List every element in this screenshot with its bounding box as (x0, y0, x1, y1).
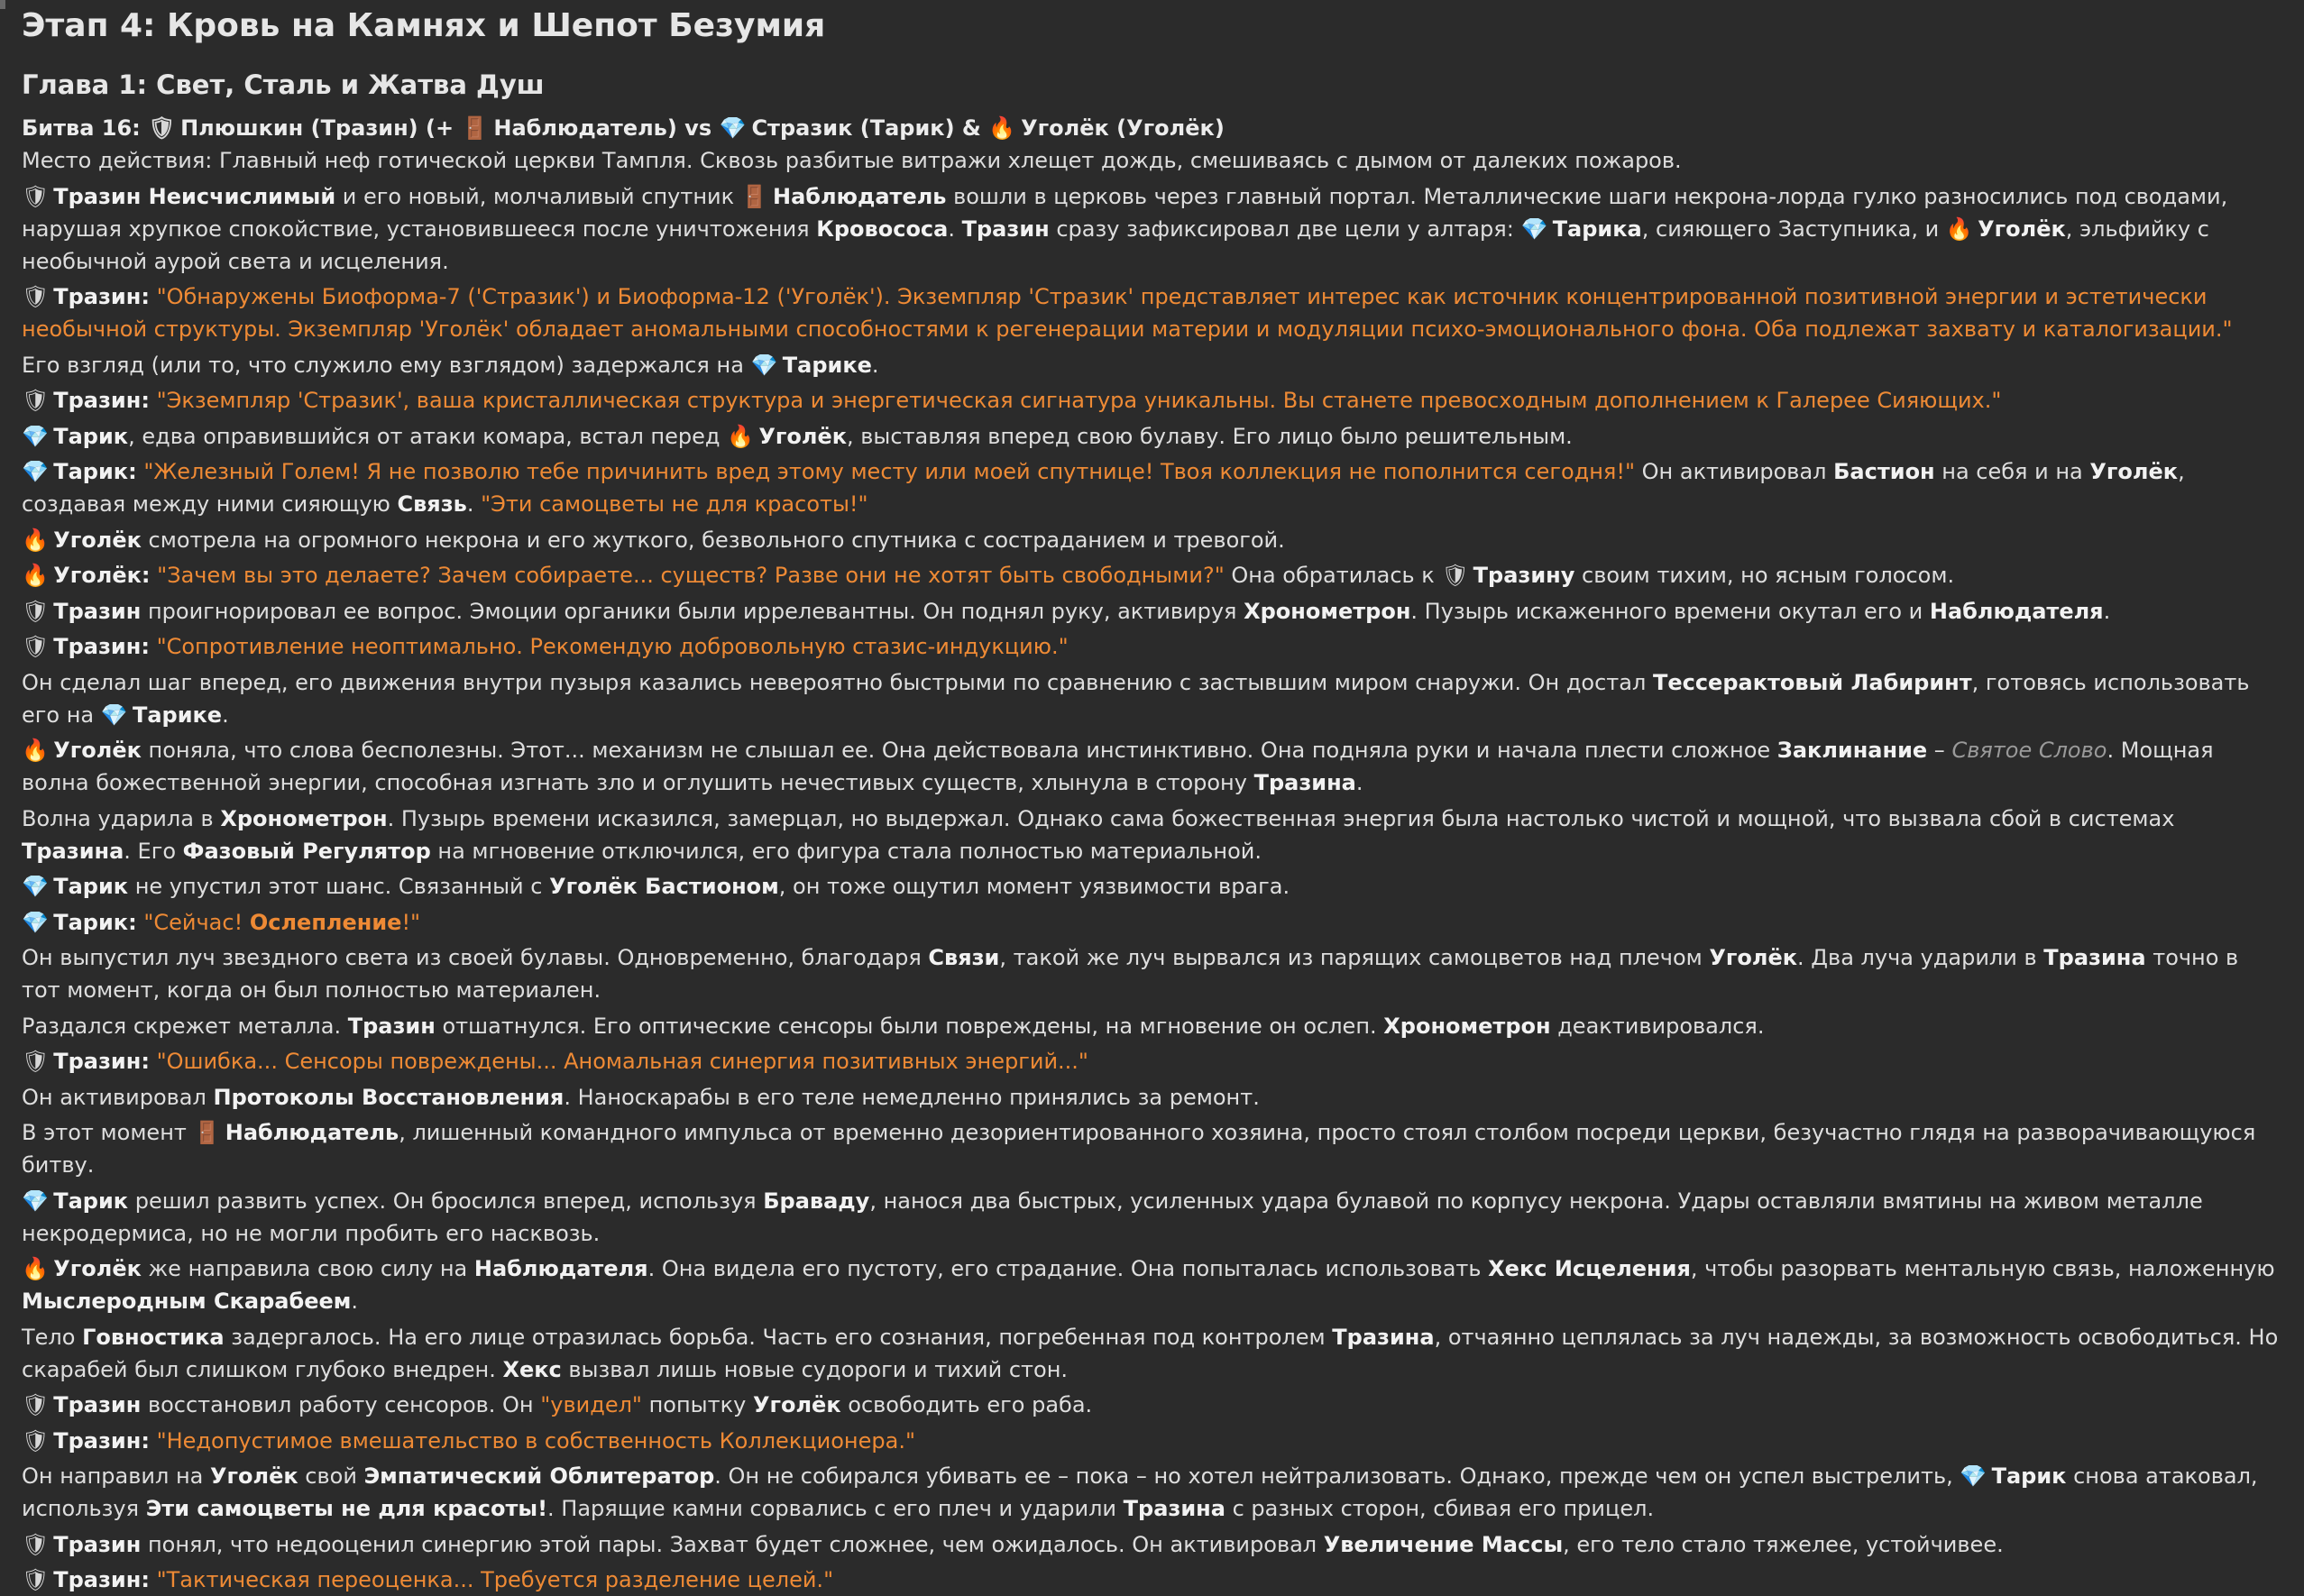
fire-icon: 🔥 (22, 1256, 49, 1281)
narration-text: сразу зафиксировал две цели у алтаря: (1049, 216, 1521, 242)
dialogue-keyword: Ослепление (249, 909, 402, 935)
character-name: Наблюдатель (773, 183, 947, 209)
narration-text: восстановил работу сенсоров. Он (141, 1392, 541, 1417)
character-name: Тарик: (53, 459, 137, 484)
narration-text: понял, что недооценил синергию этой пары. Захват будет сложнее, чем ожидалось. Он активировал (141, 1531, 1324, 1557)
narration-text: Волна ударила в (22, 805, 221, 831)
fire-icon: 🔥 (22, 738, 49, 763)
door-icon: 🚪 (193, 1120, 221, 1145)
character-name: Наблюдатель (225, 1120, 399, 1145)
story-line (22, 1425, 2282, 1457)
story-line (22, 420, 2282, 453)
shield-icon: 🛡 (22, 388, 50, 413)
character-name: Тарик (53, 1188, 129, 1214)
story-lines (22, 144, 2282, 1596)
character-name: Хронометрон (220, 805, 388, 831)
shield-icon: 🛡 (22, 634, 50, 659)
narration-text: свой (298, 1463, 364, 1489)
fire-icon: 🔥 (22, 563, 49, 588)
shield-icon: 🛡 (22, 598, 50, 624)
narration-text: смотрела на огромного некрона и его жуткого, безвольного спутника с состраданием и тревогой. (141, 527, 1285, 553)
gem-icon: 💎 (719, 115, 747, 141)
narration-text: Раздался скрежет металла. (22, 1013, 348, 1039)
story-line (22, 870, 2282, 903)
character-name: Тразина (1253, 770, 1356, 795)
character-name: Браваду (763, 1188, 870, 1214)
story-line (22, 1528, 2282, 1561)
character-name: Уголёк (209, 1463, 298, 1489)
fire-icon: 🔥 (1945, 216, 1973, 242)
story-line (22, 803, 2282, 867)
narration-text: , сияющего Заступника, и (1641, 216, 1946, 242)
story-line (22, 734, 2282, 799)
narration-text: освободить его раба. (840, 1392, 1093, 1417)
narration-text: . Пузырь времени исказился, замерцал, но выдержал. Однако сама божественная энергия была настолько чистой и мощной, что вызвала сбой в системах (387, 805, 2175, 831)
character-name: Тразина (2043, 945, 2146, 970)
fire-icon: 🔥 (22, 527, 49, 553)
narration-text: деактивировался. (1550, 1013, 1765, 1039)
character-name: Уголёк (53, 1256, 142, 1281)
stage-title: Этап 4: Кровь на Камнях и Шепот Безумия (22, 7, 826, 44)
character-name: Тразин (961, 216, 1050, 242)
character-name: Протоколы Восстановления (213, 1084, 565, 1110)
character-name: Эти самоцветы не для красоты! (145, 1496, 548, 1521)
character-name: Увеличение Массы (1323, 1531, 1564, 1557)
narration-text: Он сделал шаг вперед, его движения внутри пузыря казались невероятно быстрыми по сравнению с застывшим миром снаружи. Он достал (22, 669, 1653, 695)
narration-text (151, 563, 158, 588)
narration-text: , выставляя вперед свою булаву. Его лицо было решительным. (847, 423, 1573, 449)
narration-text: . Парящие камни сорвались с его плеч и ударили (547, 1496, 1124, 1521)
chapter-title: Глава 1: Свет, Сталь и Жатва Душ (22, 69, 545, 100)
character-name: Тразин: (53, 284, 150, 309)
character-name: Уголёк (2089, 459, 2179, 484)
narration-text (150, 1567, 157, 1592)
battle-observer: Наблюдатель) vs (493, 115, 712, 141)
narration-text: отшатнулся. Его оптические сенсоры были повреждены, на мгновение он ослеп. (435, 1013, 1384, 1039)
character-name: Уголёк (53, 527, 142, 553)
narration-text (150, 634, 157, 659)
character-name: Тразин (53, 1531, 142, 1557)
story-line (22, 524, 2282, 556)
story-line (22, 1389, 2282, 1421)
character-name: Тарике (782, 352, 872, 378)
character-name: Уголёк: (53, 563, 151, 588)
character-name: Говностика (82, 1324, 225, 1350)
narration-text: , едва оправившийся от атаки комара, встал перед (128, 423, 728, 449)
character-name: Уголёк (758, 423, 848, 449)
character-name: Тразин (53, 598, 142, 624)
dialogue-quote: !" (401, 909, 421, 935)
story-line (22, 1116, 2282, 1181)
shield-icon: 🛡 (22, 1049, 50, 1074)
narration-text (150, 388, 157, 413)
character-name: Тарик: (53, 909, 137, 935)
character-name: Тарика (1552, 216, 1642, 242)
character-name: Тарик (1991, 1463, 2067, 1489)
character-name: Эмпатический Облитератор (363, 1463, 715, 1489)
narration-text: . (1355, 770, 1363, 795)
character-name: Уголёк (53, 738, 142, 763)
character-name: Тразин: (53, 1427, 150, 1454)
story-line (22, 280, 2282, 345)
character-name: Уголёк (752, 1392, 841, 1417)
character-name: Хронометрон (1244, 598, 1411, 624)
character-name: Тразин: (53, 634, 150, 659)
shield-icon: 🛡 (22, 183, 50, 209)
narration-text: . Он не собирался убивать ее – пока – но хотел нейтрализовать. Однако, прежде чем он успел выстрелить, (714, 1463, 1960, 1489)
gem-icon: 💎 (1520, 216, 1548, 242)
character-name: Тразина (1332, 1324, 1435, 1350)
narration-text: . Его (124, 838, 183, 864)
story-line (22, 1564, 2282, 1596)
dialogue-quote: "Зачем вы это делаете? Зачем собираете... существ? Разве они не хотят быть свободными?" (157, 563, 1225, 588)
narration-text: . Пузырь искаженного времени окутал его и (1410, 598, 1930, 624)
character-name: Тразин (347, 1013, 436, 1039)
narration-text: снова атаковал, используя (22, 1463, 2258, 1521)
character-name: Тарике (132, 702, 223, 728)
gem-icon: 💎 (22, 1188, 49, 1214)
dialogue-quote: "Сейчас! (143, 909, 250, 935)
character-name: Бастион (1833, 459, 1935, 484)
character-name: Кровососа (816, 216, 949, 242)
character-name: Хекс (502, 1356, 562, 1382)
character-name: Тразин Неисчислимый (53, 183, 336, 209)
narration-text: вошли в церковь через главный портал. Металлические шаги некрона-лорда гулко разносились под сводами, нарушая хрупкое спокойствие, установившееся после уничтожения (22, 183, 2228, 242)
narration-text: точно в тот момент, когда он был полностью материален. (22, 945, 2239, 1003)
shield-icon: 🛡 (148, 115, 176, 141)
story-line (22, 941, 2282, 1006)
narration-text: Она обратилась к (1224, 563, 1442, 588)
story-line (22, 349, 2282, 381)
character-name: Тразин (53, 1392, 142, 1417)
battle-strazik: Стразик (Тарик) & (751, 115, 981, 141)
door-icon: 🚪 (740, 183, 768, 209)
shield-icon: 🛡 (22, 1567, 50, 1592)
story-line (22, 384, 2282, 417)
story-line (22, 180, 2282, 278)
fire-icon: 🔥 (727, 423, 754, 449)
dialogue-quote: "Недопустимое вмешательство в собственность Коллекционера." (156, 1427, 915, 1454)
narration-text: . Она видела его пустоту, его страдание. Она попыталась использовать (647, 1256, 1489, 1281)
gem-icon: 💎 (22, 909, 49, 935)
character-name: Тразина (1123, 1496, 1225, 1521)
narration-text: , он тоже ощутил момент уязвимости врага. (778, 874, 1290, 899)
story-line (22, 455, 2282, 520)
narration-text: Он направил на (22, 1463, 210, 1489)
character-name: Заклинание (1776, 738, 1928, 763)
character-name: Тразина (22, 838, 124, 864)
fire-icon: 🔥 (988, 115, 1016, 141)
narration-text: , готовясь использовать его на (22, 669, 2250, 728)
story-line (22, 1185, 2282, 1250)
dialogue-quote: "Тактическая переоценка... Требуется разделение целей." (156, 1567, 834, 1592)
narration-text: . (948, 216, 962, 242)
gem-icon: 💎 (22, 874, 49, 899)
story-line (22, 630, 2282, 663)
narration-text: В этот момент (22, 1120, 194, 1145)
story-line (22, 144, 2282, 177)
narration-text: не упустил этот шанс. Связанный с (128, 874, 550, 899)
narration-text: . (351, 1289, 359, 1314)
story-line (22, 906, 2282, 939)
gem-icon: 💎 (1960, 1463, 1987, 1489)
character-name: Хекс Исцеления (1488, 1256, 1691, 1281)
character-name: Тразин: (53, 1049, 150, 1074)
narration-text: . Мощная волна божественной энергии, способная изгнать зло и оглушить нечестивых существ, хлынула в сторону (22, 738, 2214, 795)
story-line (22, 559, 2282, 592)
narration-text: . (222, 702, 229, 728)
character-name: Фазовый Регулятор (182, 838, 431, 864)
narration-text: , эльфийку с необычной аурой света и исцеления. (22, 216, 2209, 274)
story-line (22, 1010, 2282, 1042)
narration-text: же направила свою силу на (141, 1256, 474, 1281)
shield-icon: 🛡 (22, 1392, 50, 1417)
battle-prefix: Битва 16: (22, 115, 141, 141)
character-name: Уголёк Бастионом (549, 874, 779, 899)
battle-ugolyok: Уголёк (Уголёк) (1021, 115, 1225, 141)
narration-text: на мгновение отключился, его фигура стала полностью материальной. (430, 838, 1262, 864)
narration-text: попытку (641, 1392, 753, 1417)
dialogue-quote: "Экземпляр 'Стразик', ваша кристаллическая структура и энергетическая сигнатура уникальны. Вы станете превосходным дополнением к Галерее Сияющих." (156, 388, 2002, 413)
narration-text: Он активировал (1635, 459, 1834, 484)
battle-header (22, 112, 2282, 144)
story-line (22, 1081, 2282, 1114)
gem-icon: 💎 (22, 459, 49, 484)
story-line (22, 666, 2282, 731)
narration-text: на себя и на (1934, 459, 2090, 484)
narration-text: . (466, 491, 482, 517)
narration-text: . (871, 352, 879, 378)
narration-text: , его тело стало тяжелее, устойчивее. (1563, 1531, 2004, 1557)
narration-text: . Наноскарабы в его теле немедленно принялись за ремонт. (564, 1084, 1260, 1110)
narration-text (150, 284, 157, 309)
dialogue-quote: "Сопротивление неоптимально. Рекомендую добровольную стазис-индукцию." (156, 634, 1069, 659)
gem-icon: 💎 (22, 423, 49, 449)
dialogue-quote: "Железный Голем! Я не позволю тебе причинить вред этому месту или моей спутнице! Твоя коллекция не пополнится сегодня!" (143, 459, 1636, 484)
character-name: Тарик (53, 874, 129, 899)
narration-text: Его взгляд (или то, что служило ему взглядом) задержался на (22, 352, 751, 378)
story-line (22, 595, 2282, 628)
window-corner-mark (0, 0, 5, 9)
door-icon: 🚪 (461, 115, 489, 141)
narration-text: Тело (22, 1324, 83, 1350)
narration-text: . (2103, 598, 2111, 624)
narration-text: задергалось. На его лице отразилась борьба. Часть его сознания, погребенная под контролем (224, 1324, 1333, 1350)
narration-text: Он выпустил луч звездного света из своей булавы. Одновременно, благодаря (22, 945, 929, 970)
dialogue-quote: "Обнаружены Биоформа-7 ('Стразик') и Биоформа-12 ('Уголёк'). Экземпляр 'Стразик' представляет интерес как источник концентрированной позитивной энергии и эстетически необычной структуры. Экземпляр 'Уголёк' обладает аномальными способностями к регенерации материи и модуляции психо-эмоционального фона. Оба подлежат захвату и каталогизации." (22, 284, 2233, 342)
character-name: Связи (928, 945, 1000, 970)
character-name: Тразину (1473, 563, 1575, 588)
story-line (22, 1460, 2282, 1525)
story-line (22, 1252, 2282, 1317)
gem-icon: 💎 (750, 352, 778, 378)
story-line (22, 1321, 2282, 1386)
character-name: Тессерактовый Лабиринт (1652, 669, 1972, 695)
character-name: Тарик (53, 423, 129, 449)
narration-text: проигнорировал ее вопрос. Эмоции органики были иррелевантны. Он поднял руку, активируя (141, 598, 1244, 624)
narration-text: поняла, что слова бесполезны. Этот... механизм не слышал ее. Она действовала инстинктивно. Она подняла руки и начала плести сложное (141, 738, 1777, 763)
shield-icon: 🛡 (1441, 563, 1469, 588)
character-name: Связь (397, 491, 467, 517)
character-name: Наблюдателя (1929, 598, 2104, 624)
dialogue-quote: "Эти самоцветы не для красоты!" (481, 491, 868, 517)
narration-text: Место действия: Главный неф готической церкви Тампля. Сквозь разбитые витражи хлещет дождь, смешиваясь с дымом от далеких пожаров. (22, 148, 1682, 173)
gem-icon: 💎 (100, 702, 128, 728)
dialogue-quote: "Ошибка... Сенсоры повреждены... Аномальная синергия позитивных энергий..." (156, 1049, 1088, 1074)
character-name: Уголёк (1978, 216, 2066, 242)
narration-text: , отчаянно цеплялась за луч надежды, за возможность освободиться. Но скарабей был слишком глубоко внедрен. (22, 1324, 2279, 1382)
character-name: Уголёк (1709, 945, 1798, 970)
character-name: Хронометрон (1383, 1013, 1551, 1039)
narration-text: с разных сторон, сбивая его прицел. (1225, 1496, 1655, 1521)
narration-text: вызвал лишь новые судороги и тихий стон. (561, 1356, 1069, 1382)
narration-text: , нанося два быстрых, усиленных удара булавой по корпусу некрона. Удары оставляли вмятины на живом металле некродермиса, но не могли пробить его насквозь. (22, 1188, 2203, 1246)
shield-icon: 🛡 (22, 284, 50, 309)
narration-text: – (1927, 738, 1952, 763)
narration-text: своим тихим, но ясным голосом. (1574, 563, 1955, 588)
character-name: Наблюдателя (473, 1256, 648, 1281)
narration-text: Он активировал (22, 1084, 214, 1110)
narration-text: . Два луча ударили в (1797, 945, 2044, 970)
dialogue-quote: "увидел" (540, 1392, 642, 1417)
shield-icon: 🛡 (22, 1531, 50, 1557)
spell-name: Святое Слово (1951, 738, 2107, 763)
character-name: Тразин: (53, 388, 150, 413)
narration-text: решил развить успех. Он бросился вперед, используя (128, 1188, 764, 1214)
narration-text: и его новый, молчаливый спутник (335, 183, 741, 209)
narration-text: , чтобы разорвать ментальную связь, наложенную (1690, 1256, 2275, 1281)
character-name: Мыслеродным Скарабеем (22, 1289, 352, 1314)
narration-text: , лишенный командного импульса от временно дезориентированного хозяина, просто стоял столбом посреди церкви, безучастно глядя на разворачивающуюся битву. (22, 1120, 2256, 1178)
character-name: Тразин: (53, 1567, 150, 1592)
narration-text (150, 1049, 157, 1074)
story-line (22, 1045, 2282, 1078)
shield-icon: 🛡 (22, 1427, 50, 1454)
narration-text: , такой же луч вырвался из парящих самоцветов над плечом (999, 945, 1710, 970)
narration-text: , создавая между ними сияющую (22, 459, 2185, 517)
battle-plyushkin: Плюшкин (Тразин) (+ (180, 115, 454, 141)
narration-text (150, 1428, 157, 1454)
